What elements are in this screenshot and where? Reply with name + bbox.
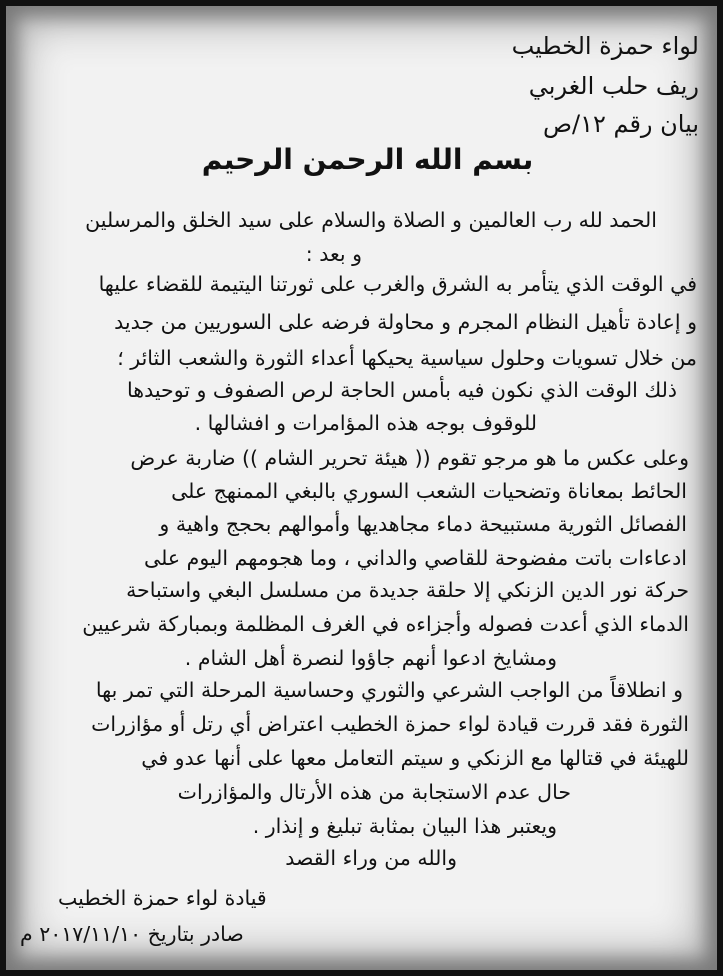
- body-line: من خلال تسويات وحلول سياسية يحيكها أعداء الثورة والشعب الثائر ؛: [117, 346, 697, 370]
- body-line: للوقوف بوجه هذه المؤامرات و افشالها .: [194, 411, 537, 435]
- opening-praise-line: الحمد لله رب العالمين و الصلاة والسلام على سيد الخلق والمرسلين: [85, 208, 657, 232]
- body-line: ادعاءات باتت مفضوحة للقاصي والداني ، وما هجومهم اليوم على: [144, 546, 687, 570]
- body-line: حال عدم الاستجابة من هذه الأرتال والمؤازرات: [177, 780, 571, 804]
- body-line: ذلك الوقت الذي نكون فيه بأمس الحاجة لرص الصفوف و توحيدها: [127, 378, 677, 402]
- body-line: الدماء الذي أعدت فصوله وأجزاءه في الغرف المظلمة وبمباركة شرعيين: [82, 612, 689, 636]
- body-line: ومشايخ ادعوا أنهم جاؤوا لنصرة أهل الشام .: [184, 646, 557, 670]
- body-line: حركة نور الدين الزنكي إلا حلقة جديدة من مسلسل البغي واستباحة: [126, 578, 689, 602]
- body-line: وعلى عكس ما هو مرجو تقوم (( هيئة تحرير الشام )) ضاربة عرض: [130, 446, 689, 470]
- statement-number: بيان رقم ١٢/ص: [542, 110, 699, 138]
- body-line: و انطلاقاً من الواجب الشرعي والثوري وحساسية المرحلة التي تمر بها: [95, 678, 683, 702]
- closing-line: والله من وراء القصد: [285, 846, 457, 870]
- body-line: الفصائل الثورية مستبيحة دماء مجاهديها وأموالهم بحجج واهية و: [159, 512, 687, 536]
- body-line: الحائط بمعاناة وتضحيات الشعب السوري بالبغي الممنهج على: [171, 479, 687, 503]
- body-line: و إعادة تأهيل النظام المجرم و محاولة فرضه على السوريين من جديد: [114, 310, 697, 334]
- basmala-heading: بسم الله الرحمن الرحيم: [201, 143, 534, 176]
- issue-date: صادر بتاريخ ٢٠١٧/١١/١٠ م: [20, 922, 244, 946]
- signature-leadership: قيادة لواء حمزة الخطيب: [58, 886, 267, 910]
- body-line: ويعتبر هذا البيان بمثابة تبليغ و إنذار .: [252, 814, 557, 838]
- region-name: ريف حلب الغربي: [528, 72, 699, 100]
- body-line: الثورة فقد قررت قيادة لواء حمزة الخطيب اعتراض أي رتل أو مؤازرات: [91, 712, 689, 736]
- brigade-name: لواء حمزة الخطيب: [511, 32, 699, 60]
- body-line: للهيئة في قتالها مع الزنكي و سيتم التعامل معها على أنها عدو في: [141, 746, 689, 770]
- body-line: في الوقت الذي يتأمر به الشرق والغرب على ثورتنا اليتيمة للقضاء عليها: [98, 272, 697, 296]
- opening-thereafter-line: و بعد :: [305, 242, 362, 266]
